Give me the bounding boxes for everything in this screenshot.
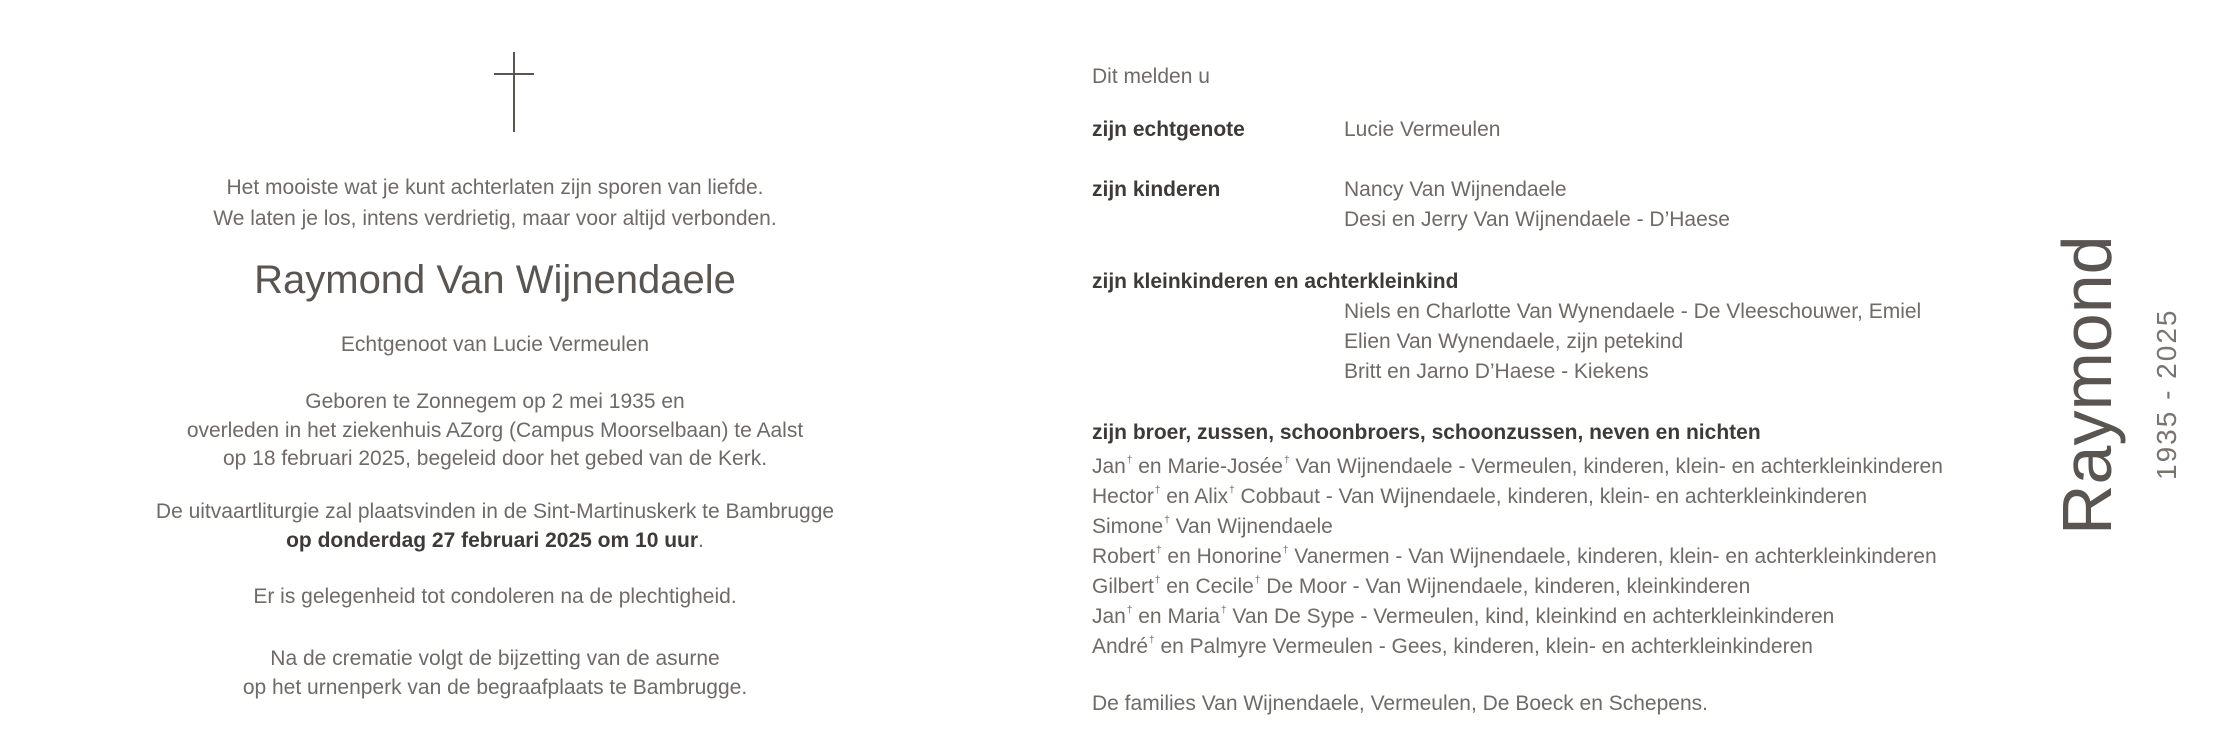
sibling-family: en Palmyre Vermeulen - Gees, kinderen, klein- en achterkleinkinderen bbox=[1154, 635, 1813, 658]
dagger-mark: † bbox=[1126, 455, 1133, 466]
intro-text: Dit melden u bbox=[1092, 65, 1210, 88]
funeral-service-info bbox=[100, 498, 890, 555]
dagger-mark: † bbox=[1149, 635, 1155, 646]
sibling-partner: en Alix bbox=[1160, 485, 1229, 508]
dagger-mark: † bbox=[1154, 575, 1161, 586]
spouse-row bbox=[1092, 115, 1501, 146]
siblings-row bbox=[1092, 418, 1761, 449]
condolence-info bbox=[100, 583, 890, 612]
dagger-mark: † bbox=[1284, 455, 1290, 466]
spouse-label: zijn echtgenote bbox=[1092, 118, 1245, 141]
siblings-label: zijn broer, zussen, schoonbroers, schoonzussen, neven en nichten bbox=[1092, 421, 1761, 444]
sibling-partner: en Honorine bbox=[1161, 545, 1282, 568]
sibling-name: Jan bbox=[1092, 605, 1126, 628]
service-date-line bbox=[100, 527, 890, 556]
spouse-line: Echtgenoot van Lucie Vermeulen bbox=[340, 333, 650, 356]
spouse-value: Lucie Vermeulen bbox=[1344, 118, 1501, 141]
sibling-name: Hector bbox=[1092, 485, 1154, 508]
grandchild-entry: Niels en Charlotte Van Wynendaele - De Vleeschouwer, Emiel bbox=[1344, 300, 1922, 323]
cremation-line: op het urnenperk van de begraafplaats te Bambrugge. bbox=[242, 675, 748, 699]
sibling-entry bbox=[1092, 628, 1813, 663]
cross-icon bbox=[494, 52, 534, 132]
quote-line: Het mooiste wat je kunt achterlaten zijn sporen van liefde. bbox=[226, 176, 764, 199]
sibling-family: Cobbaut - Van Wijnendaele, kinderen, klein- en achterkleinkinderen bbox=[1234, 485, 1868, 508]
sibling-family: De Moor - Van Wijnendaele, kinderen, kleinkinderen bbox=[1260, 575, 1751, 598]
info-line: Geboren te Zonnegem op 2 mei 1935 en bbox=[305, 390, 685, 413]
cremation-info bbox=[100, 645, 890, 702]
info-line: overleden in het ziekenhuis AZorg (Campus Moorselbaan) te Aalst bbox=[186, 418, 804, 442]
sibling-partner: en Cecile bbox=[1160, 575, 1254, 598]
child-entry: Nancy Van Wijnendaele bbox=[1344, 178, 1567, 201]
service-date: op donderdag 27 februari 2025 om 10 uur bbox=[286, 528, 699, 552]
condolence-line: Er is gelegenheid tot condoleren na de plechtigheid. bbox=[253, 585, 737, 608]
info-line: op 18 februari 2025, begeleid door het gebed van de Kerk. bbox=[222, 447, 768, 470]
dagger-mark: † bbox=[1164, 515, 1170, 526]
dagger-mark: † bbox=[1229, 485, 1235, 496]
children-label: zijn kinderen bbox=[1092, 178, 1221, 201]
grandchildren-label: zijn kleinkinderen en achterkleinkind bbox=[1092, 270, 1459, 293]
sibling-name: Jan bbox=[1092, 455, 1126, 478]
memorial-quote bbox=[100, 172, 890, 234]
dagger-mark: † bbox=[1220, 605, 1227, 616]
service-date-end: . bbox=[698, 528, 704, 552]
sibling-partner: en Maria bbox=[1132, 605, 1220, 628]
sibling-family: Vanermen - Van Wijnendaele, kinderen, klein- en achterkleinkinderen bbox=[1288, 545, 1937, 568]
vertical-years: 1935 - 2025 bbox=[2151, 308, 2182, 480]
birth-death-info bbox=[100, 388, 890, 474]
grandchildren-row bbox=[1092, 267, 1458, 298]
sibling-partner: en Marie-Josée bbox=[1132, 455, 1283, 478]
child-entry: Desi en Jerry Van Wijnendaele - D’Haese bbox=[1344, 208, 1730, 231]
children-row bbox=[1092, 175, 1220, 206]
sibling-name: André bbox=[1092, 635, 1149, 658]
sibling-family: Van De Sype - Vermeulen, kind, kleinkind en achterkleinkinderen bbox=[1226, 605, 1835, 628]
dagger-mark: † bbox=[1282, 545, 1289, 556]
grandchild-entry: Elien Van Wynendaele, zijn petekind bbox=[1344, 330, 1684, 353]
dagger-mark: † bbox=[1254, 575, 1261, 586]
dagger-mark: † bbox=[1126, 605, 1133, 616]
families-line: De families Van Wijnendaele, Vermeulen, De Boeck en Schepens. bbox=[1092, 692, 1708, 715]
sibling-family: Van Wijnendaele bbox=[1169, 515, 1333, 538]
vertical-first-name: Raymond bbox=[2048, 235, 2126, 535]
sibling-name: Gilbert bbox=[1092, 575, 1154, 598]
dagger-mark: † bbox=[1156, 545, 1162, 556]
sibling-name: Simone bbox=[1092, 515, 1164, 538]
quote-line: We laten je los, intens verdrietig, maar voor altijd verbonden. bbox=[213, 207, 777, 230]
sibling-name: Robert bbox=[1092, 545, 1156, 568]
deceased-name: Raymond Van Wijnendaele bbox=[254, 258, 736, 302]
cremation-line: Na de crematie volgt de bijzetting van de asurne bbox=[270, 647, 720, 670]
grandchild-entry: Britt en Jarno D’Haese - Kiekens bbox=[1344, 360, 1649, 383]
dagger-mark: † bbox=[1154, 485, 1161, 496]
sibling-family: Van Wijnendaele - Vermeulen, kinderen, klein- en achterkleinkinderen bbox=[1289, 455, 1943, 478]
service-line: De uitvaartliturgie zal plaatsvinden in de Sint-Martinuskerk te Bambrugge bbox=[155, 500, 835, 523]
